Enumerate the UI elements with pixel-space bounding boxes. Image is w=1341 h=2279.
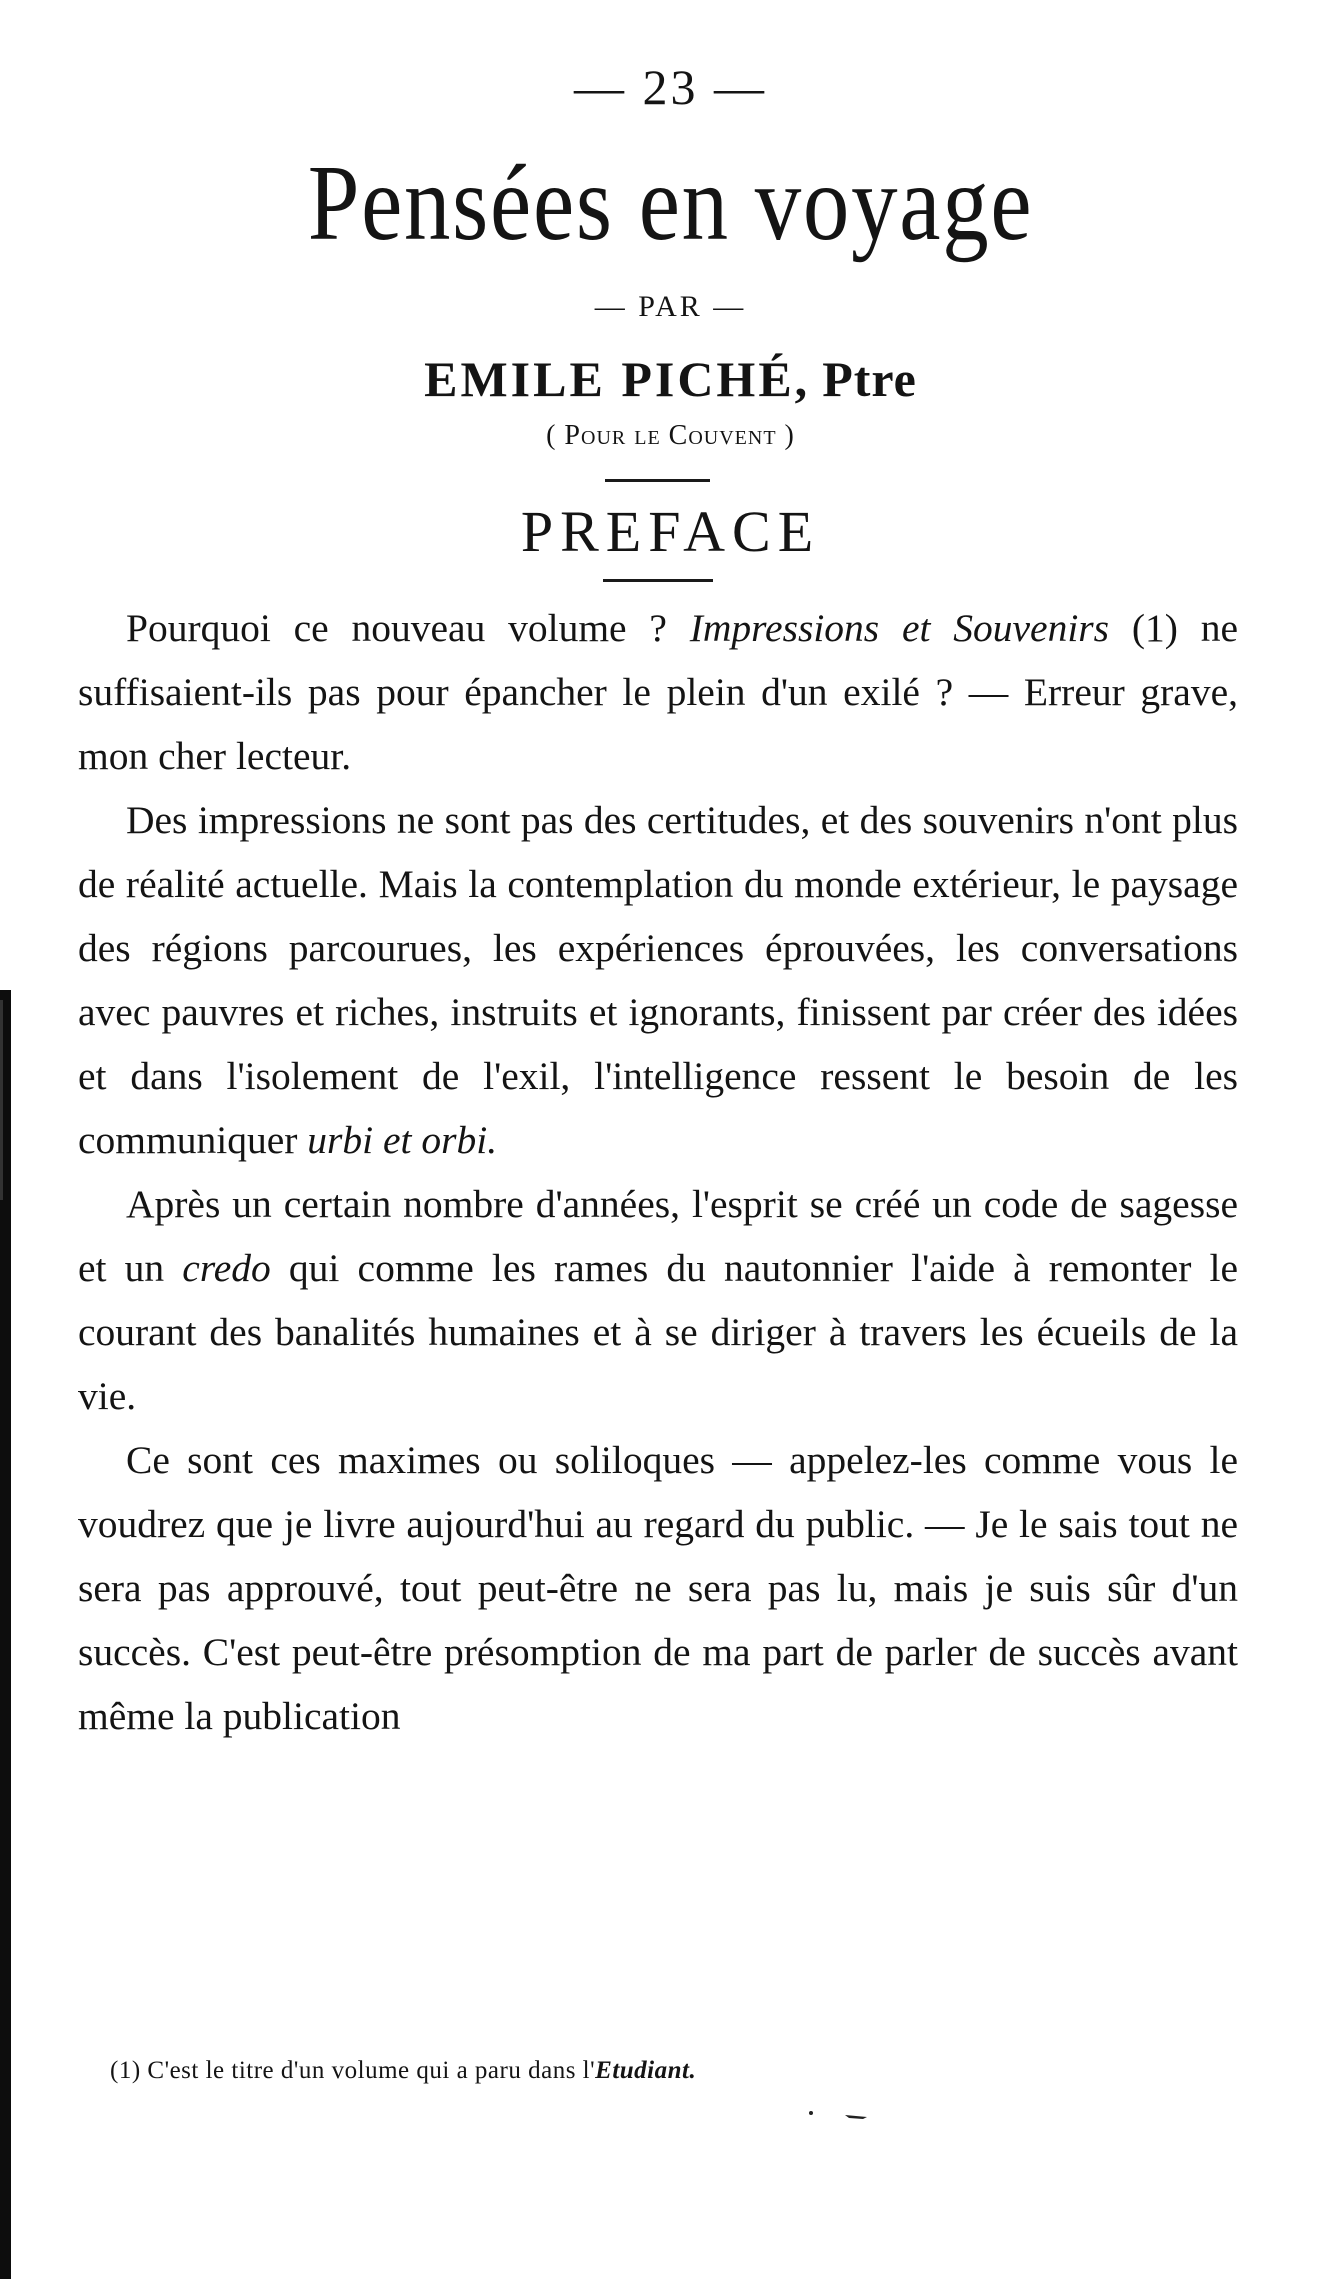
- footnote-text: (1) C'est le titre d'un volume qui a paru dans l': [110, 2057, 596, 2084]
- paragraph-text: Ce sont ces maximes ou soliloques — appelez-les comme vous le voudrez que je livre aujourd'hui au regard du public. — Je le sais tout ne sera pas approuvé, tout peut-être ne sera pas lu, mais je suis sûr d'un succès. C'est peut-être présomption de ma part de parler de succès avant même la publication: [78, 1438, 1238, 1738]
- page-number: — 23 —: [574, 59, 767, 115]
- page-binding-shadow: [0, 1000, 3, 1200]
- section-heading: PREFACE: [520, 499, 821, 564]
- paragraph-italic: Impressions et Souvenirs: [689, 606, 1110, 650]
- heading-rule-bottom: [603, 579, 713, 582]
- author-line: [0, 350, 1341, 408]
- heading-rule-top: [605, 479, 710, 482]
- paragraph: [78, 1172, 1238, 1428]
- paragraph-italic: urbi et orbi.: [307, 1118, 498, 1162]
- ink-specks: [805, 2105, 895, 2125]
- footnote: [110, 2057, 1260, 2085]
- paragraph-italic: credo: [182, 1246, 271, 1290]
- dedication: ( Pour le Couvent ): [546, 420, 795, 451]
- paragraph-text: Après un certain nombre d'années, l'esprit se créé un code de sagesse et un: [78, 1182, 1238, 1290]
- paragraph: [78, 788, 1238, 1172]
- body-text: [78, 596, 1238, 1748]
- author-title: Ptre: [822, 351, 917, 407]
- byline: — PAR —: [594, 290, 747, 323]
- page-title: Pensées en voyage: [307, 144, 1034, 263]
- paragraph-text: Pourquoi ce nouveau volume ?: [126, 606, 690, 650]
- footnote-italic: Etudiant.: [595, 2057, 697, 2084]
- paragraph-text: qui comme les rames du nautonnier l'aide à remonter le courant des banalités humaines et à se diriger à travers les écueils de la vie.: [78, 1246, 1238, 1418]
- author-name: EMILE PICHÉ,: [424, 351, 811, 407]
- paragraph-text: Des impressions ne sont pas des certitudes, et des souvenirs n'ont plus de réalité actuelle. Mais la contemplation du monde extérieur, le paysage des régions parcourues, les expériences éprouvées, les conversations avec pauvres et riches, instruits et ignorants, finissent par créer des idées et dans l'isolement de l'exil, l'intelligence ressent le besoin de les communiquer: [78, 798, 1238, 1162]
- paragraph: [78, 1428, 1238, 1748]
- paragraph-text: (1) ne suffisaient-ils pas pour épancher le plein d'un exilé ? — Erreur grave, mon cher lecteur.: [78, 606, 1238, 778]
- paragraph: [78, 596, 1238, 788]
